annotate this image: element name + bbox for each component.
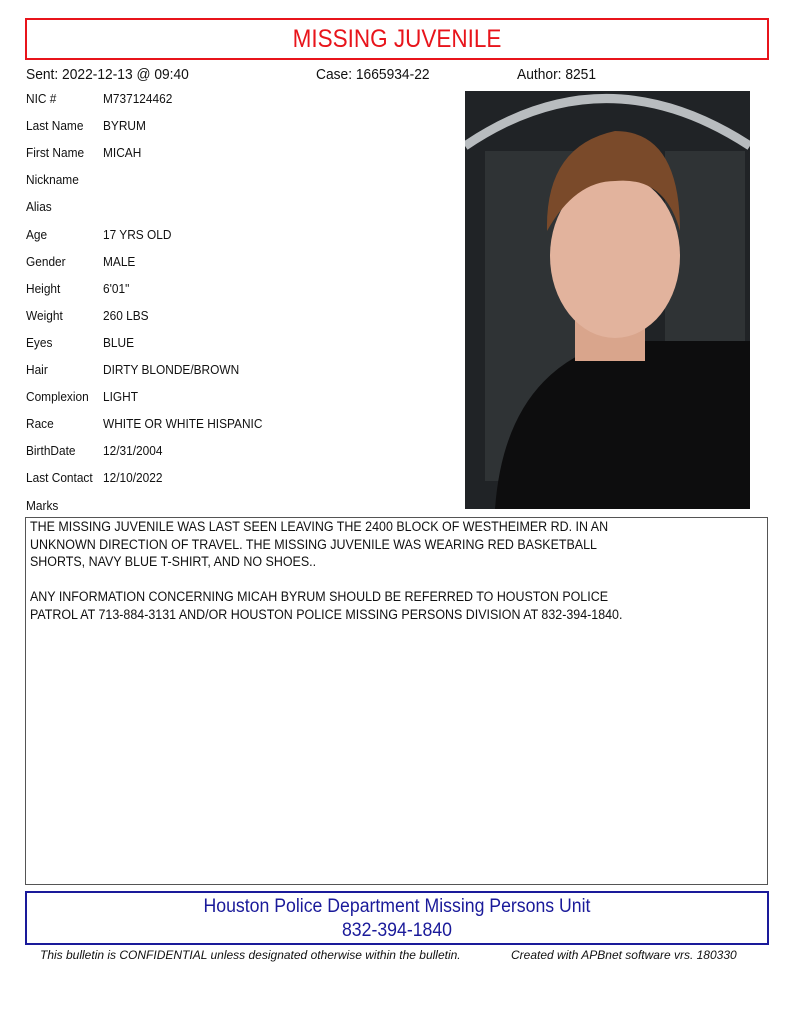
narrative-box bbox=[25, 517, 768, 885]
narrative-line: PATROL AT 713-884-3131 AND/OR HOUSTON POLICE MISSING PERSONS DIVISION AT 832-394-1840. bbox=[30, 606, 623, 622]
field-value: MICAH bbox=[103, 146, 142, 161]
field-label: Eyes bbox=[26, 335, 53, 350]
field-label: Alias bbox=[26, 200, 52, 215]
sent-date: Sent: 2022-12-13 @ 09:40 bbox=[26, 66, 189, 83]
software-credit: Created with APBnet software vrs. 180330 bbox=[511, 948, 737, 962]
field-value: BLUE bbox=[103, 335, 135, 350]
field-label: Weight bbox=[26, 308, 63, 323]
field-value: 6'01" bbox=[103, 281, 130, 296]
department-phone: 832-394-1840 bbox=[341, 920, 453, 941]
field-value: WHITE OR WHITE HISPANIC bbox=[103, 417, 263, 432]
field-value: 260 LBS bbox=[103, 308, 149, 323]
case-number: Case: 1665934-22 bbox=[316, 66, 430, 83]
field-label: Marks bbox=[26, 498, 59, 513]
field-label: First Name bbox=[26, 146, 85, 161]
author: Author: 8251 bbox=[517, 66, 597, 83]
department-name: Houston Police Department Missing Persons Unit bbox=[203, 896, 591, 917]
field-value: BYRUM bbox=[103, 119, 146, 134]
field-value: MALE bbox=[103, 254, 136, 269]
field-label: Last Name bbox=[26, 119, 84, 134]
narrative-line: ANY INFORMATION CONCERNING MICAH BYRUM SHOULD BE REFERRED TO HOUSTON POLICE bbox=[30, 589, 608, 604]
field-value: 12/10/2022 bbox=[103, 471, 163, 486]
narrative-line: UNKNOWN DIRECTION OF TRAVEL. THE MISSING JUVENILE WAS WEARING RED BASKETBALL bbox=[30, 536, 597, 552]
field-label: Last Contact bbox=[26, 471, 93, 486]
field-value: LIGHT bbox=[103, 390, 138, 405]
bulletin-title: MISSING JUVENILE bbox=[292, 24, 502, 53]
field-value: DIRTY BLONDE/BROWN bbox=[103, 363, 240, 377]
field-value: 12/31/2004 bbox=[103, 444, 163, 459]
field-label: Complexion bbox=[26, 390, 89, 405]
field-value: 17 YRS OLD bbox=[103, 227, 172, 242]
field-label: BirthDate bbox=[26, 444, 76, 459]
contact-footer-box bbox=[25, 891, 769, 945]
field-value: M737124462 bbox=[103, 92, 173, 106]
subject-photo bbox=[465, 91, 750, 509]
field-label: NIC # bbox=[26, 92, 57, 106]
confidential-notice: This bulletin is CONFIDENTIAL unless designated otherwise within the bulletin. bbox=[40, 948, 461, 962]
field-label: Gender bbox=[26, 254, 66, 269]
field-label: Height bbox=[26, 281, 61, 296]
field-label: Hair bbox=[26, 363, 48, 377]
field-label: Race bbox=[26, 417, 54, 432]
narrative-line: THE MISSING JUVENILE WAS LAST SEEN LEAVING THE 2400 BLOCK OF WESTHEIMER RD. IN AN bbox=[30, 519, 609, 534]
narrative-line: SHORTS, NAVY BLUE T-SHIRT, AND NO SHOES.. bbox=[30, 554, 317, 569]
field-label: Age bbox=[26, 227, 48, 242]
field-label: Nickname bbox=[26, 173, 79, 188]
bulletin-title-box bbox=[25, 18, 769, 60]
